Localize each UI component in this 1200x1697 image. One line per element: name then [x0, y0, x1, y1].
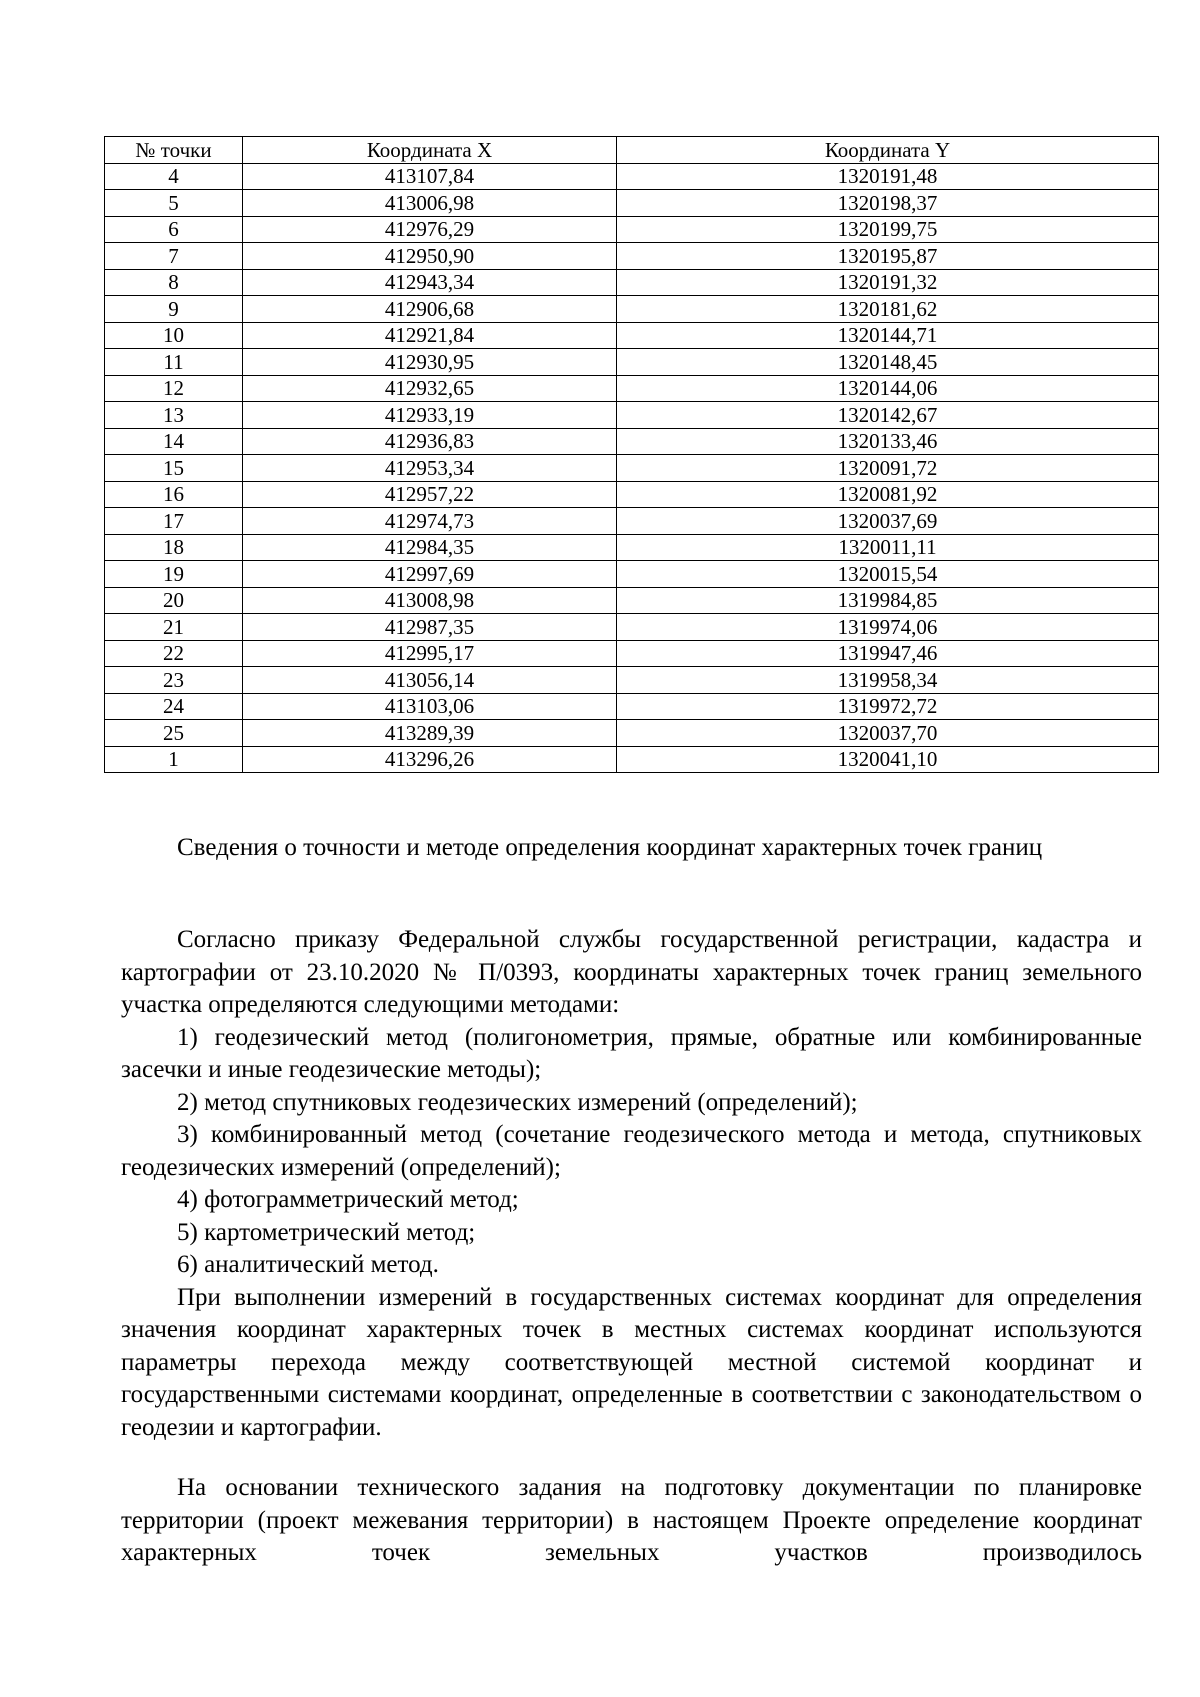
cell-coordinate-x: 413103,06 — [243, 693, 617, 720]
method-item: 1) геодезический метод (полигонометрия, прямые, обратные или комбинированные засечки и иные геодезические методы); — [121, 1023, 1142, 1083]
table-row — [105, 402, 1159, 429]
cell-coordinate-x: 412932,65 — [243, 375, 617, 402]
cell-point-number: 5 — [105, 190, 243, 217]
cell-coordinate-y: 1319972,72 — [617, 693, 1159, 720]
table-row — [105, 216, 1159, 243]
cell-coordinate-x: 412921,84 — [243, 322, 617, 349]
body-text — [121, 924, 1142, 1570]
cell-coordinate-y: 1320181,62 — [617, 296, 1159, 323]
table-row — [105, 481, 1159, 508]
table-row — [105, 746, 1159, 773]
cell-point-number: 10 — [105, 322, 243, 349]
method-item: 3) комбинированный метод (сочетание геодезического метода и метода, спутниковых геодезических измерений (определений); — [121, 1121, 1142, 1181]
method-item: 4) фотограмметрический метод; — [177, 1186, 519, 1213]
table-row — [105, 296, 1159, 323]
cell-coordinate-x: 412976,29 — [243, 216, 617, 243]
cell-point-number: 6 — [105, 216, 243, 243]
table-row — [105, 349, 1159, 376]
cell-coordinate-y: 1320037,70 — [617, 720, 1159, 747]
cell-point-number: 16 — [105, 481, 243, 508]
cell-coordinate-y: 1320015,54 — [617, 561, 1159, 588]
table-row — [105, 455, 1159, 482]
cell-coordinate-y: 1319974,06 — [617, 614, 1159, 641]
method-item: 2) метод спутниковых геодезических измерений (определений); — [177, 1088, 858, 1116]
cell-coordinate-y: 1320037,69 — [617, 508, 1159, 535]
section-heading-text: Сведения о точности и методе определения координат характерных точек границ — [177, 834, 1043, 861]
cell-coordinate-y: 1320191,32 — [617, 269, 1159, 296]
cell-coordinate-x: 412974,73 — [243, 508, 617, 535]
cell-point-number: 18 — [105, 534, 243, 561]
basis-paragraph: На основании технического задания на подготовку документации по планировке территории (проект межевания территории) в настоящем Проекте определение координат характерных точек земельных участков производилось — [121, 1474, 1142, 1566]
cell-coordinate-x: 412953,34 — [243, 455, 617, 482]
cell-point-number: 4 — [105, 163, 243, 190]
cell-coordinate-x: 413296,26 — [243, 746, 617, 773]
table-row — [105, 614, 1159, 641]
cell-point-number: 23 — [105, 667, 243, 694]
cell-point-number: 21 — [105, 614, 243, 641]
cell-point-number: 13 — [105, 402, 243, 429]
cell-coordinate-y: 1320091,72 — [617, 455, 1159, 482]
table-row — [105, 720, 1159, 747]
cell-point-number: 19 — [105, 561, 243, 588]
method-item: 6) аналитический метод. — [177, 1251, 439, 1278]
cell-point-number: 15 — [105, 455, 243, 482]
cell-point-number: 20 — [105, 587, 243, 614]
cell-coordinate-y: 1319984,85 — [617, 587, 1159, 614]
table-row — [105, 322, 1159, 349]
cell-coordinate-x: 413289,39 — [243, 720, 617, 747]
method-item: 5) картометрический метод; — [177, 1218, 476, 1246]
table-row — [105, 375, 1159, 402]
cell-coordinate-x: 413107,84 — [243, 163, 617, 190]
table-row — [105, 667, 1159, 694]
cell-coordinate-y: 1320011,11 — [617, 534, 1159, 561]
cell-point-number: 22 — [105, 640, 243, 667]
cell-point-number: 12 — [105, 375, 243, 402]
cell-coordinate-x: 412950,90 — [243, 243, 617, 270]
cell-coordinate-y: 1320148,45 — [617, 349, 1159, 376]
cell-coordinate-x: 412906,68 — [243, 296, 617, 323]
cell-coordinate-y: 1320191,48 — [617, 163, 1159, 190]
table-row — [105, 269, 1159, 296]
cell-coordinate-x: 412957,22 — [243, 481, 617, 508]
cell-coordinate-y: 1320144,71 — [617, 322, 1159, 349]
measurement-paragraph: При выполнении измерений в государственных системах координат для определения значения координат характерных точек в местных системах координат используются параметры перехода между соответствующей местной системой координат и государственными системами координат, определенные в соответствии с законодательством о геодезии и картографии. — [121, 1283, 1142, 1441]
table-row — [105, 534, 1159, 561]
table-row — [105, 640, 1159, 667]
table-row — [105, 163, 1159, 190]
table-row — [105, 587, 1159, 614]
cell-coordinate-y: 1319958,34 — [617, 667, 1159, 694]
header-coordinate-x: Координата X — [243, 137, 617, 164]
cell-coordinate-x: 412943,34 — [243, 269, 617, 296]
coordinates-table — [104, 136, 1159, 773]
cell-coordinate-y: 1320195,87 — [617, 243, 1159, 270]
table-row — [105, 508, 1159, 535]
cell-point-number: 24 — [105, 693, 243, 720]
cell-coordinate-x: 413008,98 — [243, 587, 617, 614]
cell-coordinate-x: 412995,17 — [243, 640, 617, 667]
table-row — [105, 428, 1159, 455]
cell-coordinate-x: 412936,83 — [243, 428, 617, 455]
cell-coordinate-x: 412933,19 — [243, 402, 617, 429]
intro-paragraph: Согласно приказу Федеральной службы государственной регистрации, кадастра и картографии от 23.10.2020 № П/0393, координаты характерных точек границ земельного участка определяются следующими методами: — [121, 926, 1142, 1018]
cell-coordinate-y: 1320142,67 — [617, 402, 1159, 429]
cell-coordinate-x: 412987,35 — [243, 614, 617, 641]
section-heading — [121, 832, 1142, 865]
cell-point-number: 11 — [105, 349, 243, 376]
table-body — [105, 163, 1159, 773]
cell-coordinate-x: 413006,98 — [243, 190, 617, 217]
cell-coordinate-y: 1320144,06 — [617, 375, 1159, 402]
cell-point-number: 8 — [105, 269, 243, 296]
cell-coordinate-x: 412997,69 — [243, 561, 617, 588]
cell-coordinate-y: 1320198,37 — [617, 190, 1159, 217]
table-row — [105, 561, 1159, 588]
table-row — [105, 693, 1159, 720]
cell-point-number: 1 — [105, 746, 243, 773]
table-row — [105, 243, 1159, 270]
cell-point-number: 14 — [105, 428, 243, 455]
cell-coordinate-x: 412984,35 — [243, 534, 617, 561]
cell-coordinate-y: 1320199,75 — [617, 216, 1159, 243]
cell-point-number: 9 — [105, 296, 243, 323]
cell-coordinate-x: 412930,95 — [243, 349, 617, 376]
cell-coordinate-y: 1319947,46 — [617, 640, 1159, 667]
cell-point-number: 25 — [105, 720, 243, 747]
header-point-number: № точки — [105, 137, 243, 164]
cell-coordinate-y: 1320041,10 — [617, 746, 1159, 773]
cell-coordinate-y: 1320081,92 — [617, 481, 1159, 508]
cell-point-number: 7 — [105, 243, 243, 270]
cell-coordinate-x: 413056,14 — [243, 667, 617, 694]
header-coordinate-y: Координата Y — [617, 137, 1159, 164]
cell-point-number: 17 — [105, 508, 243, 535]
cell-coordinate-y: 1320133,46 — [617, 428, 1159, 455]
table-header-row — [105, 137, 1159, 164]
table-row — [105, 190, 1159, 217]
